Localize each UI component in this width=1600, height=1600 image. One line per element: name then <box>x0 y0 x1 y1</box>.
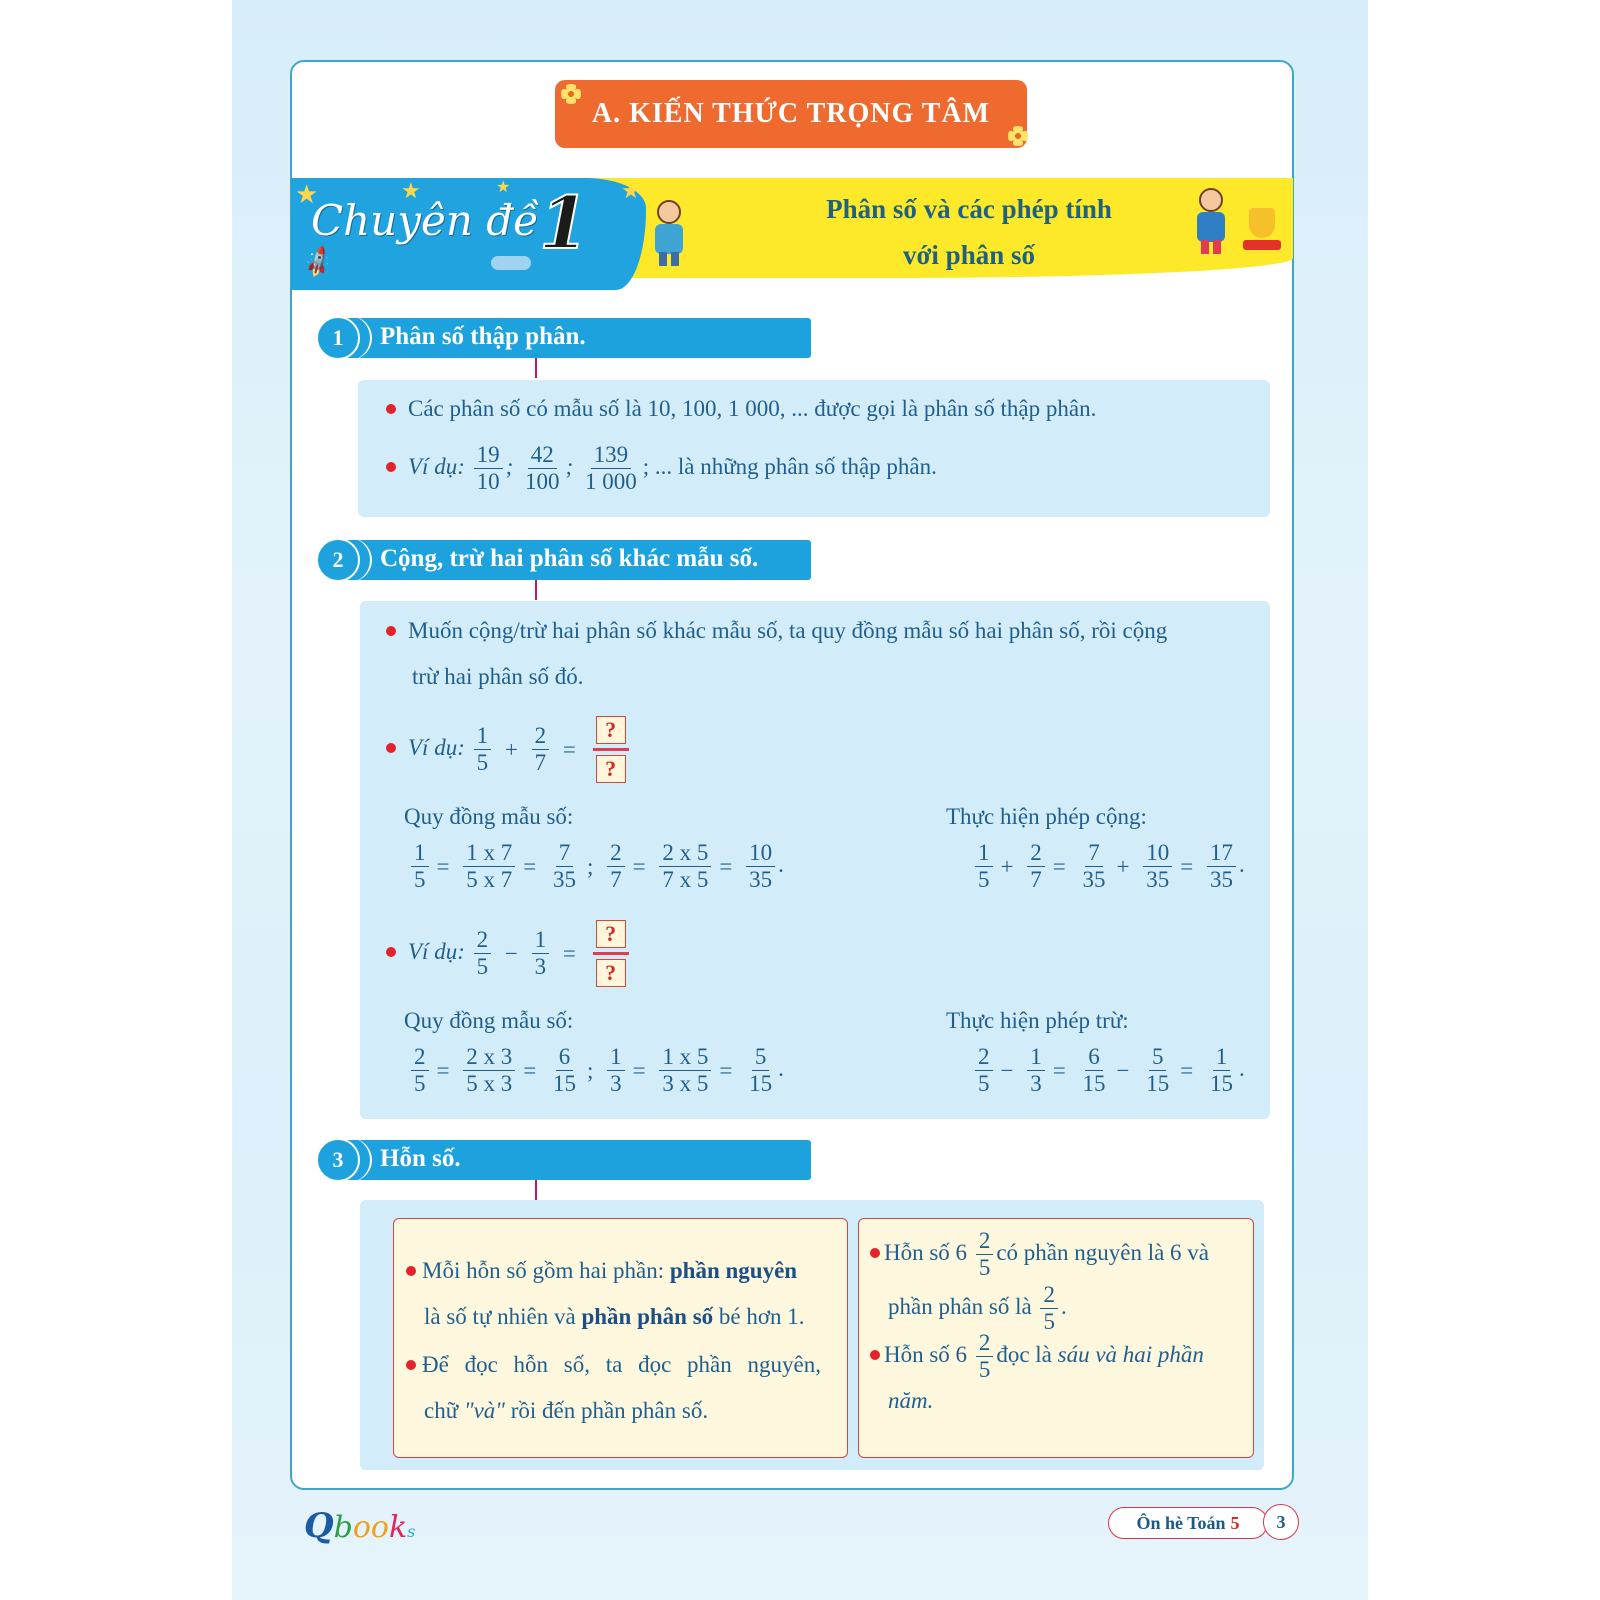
fraction: $\frac{2}{5}$ <box>411 1044 429 1098</box>
section-3-number: 3 <box>316 1138 360 1182</box>
bullet-icon <box>386 743 396 753</box>
fraction: $\frac{1}{5}$ <box>411 840 429 894</box>
section-1-number: 1 <box>316 316 360 360</box>
fraction: $\frac{6}{15}$ <box>552 1044 576 1097</box>
fraction: $\frac{2}{7}$ <box>1027 840 1045 894</box>
section-2-header <box>316 540 811 580</box>
star-icon: ★ <box>621 178 641 203</box>
section-2-rule-cont: trừ hai phân số đó. <box>412 664 584 689</box>
star-icon: ★ <box>401 178 421 203</box>
fraction: $\frac{1}{5}$ <box>474 723 492 777</box>
rocket-icon: 🚀 <box>300 244 337 281</box>
bullet-icon <box>386 947 396 957</box>
bullet-icon <box>406 1360 416 1370</box>
fraction: $\frac{2}{5}$ <box>976 1228 994 1282</box>
topic-title-line1: Phân số và các phép tính <box>826 194 1112 224</box>
flower-icon <box>1008 126 1028 146</box>
fraction: $\frac{19}{10}$ <box>474 442 503 496</box>
qbooks-logo: Qbooks <box>304 1506 416 1546</box>
example-line-2: phần phân số là $\frac{2}{5}$ . <box>888 1282 1067 1335</box>
fraction: $\frac{42}{100}$ <box>525 442 560 495</box>
fraction: $\frac{10}{35}$ <box>746 840 775 894</box>
example-line-4: năm. <box>888 1388 934 1413</box>
definition-line-1: Mỗi hỗn số gồm hai phần: phần nguyên <box>406 1258 797 1284</box>
definition-line-4: chữ "và" rồi đến phần phân số. <box>424 1398 709 1423</box>
example-line-3: Hỗn số 6 $\frac{2}{5}$ đọc là sáu và hai phần <box>870 1330 1204 1384</box>
section-3-title: Hỗn số. <box>380 1145 461 1172</box>
fraction: $\frac{2}{5}$ <box>976 1330 994 1384</box>
bullet-icon <box>386 404 396 414</box>
connector-line <box>535 1180 537 1200</box>
section-2-number: 2 <box>316 538 360 582</box>
subtraction-step: $\frac{2}{5}$ = $\frac{2 x 3}{5 x 3}$ = $\frac{6}{15}$ ; $\frac{1}{3}$ = $\frac{1 x 5}{3 x 5}$ = $\frac{5}{15}$ . <box>408 1044 784 1098</box>
bullet-icon <box>406 1266 416 1276</box>
section-2-rule: Muốn cộng/trừ hai phân số khác mẫu số, ta quy đồng mẫu số hai phân số, rồi cộng <box>386 618 1167 644</box>
plane-icon <box>491 256 531 270</box>
fraction: $\frac{7}{35}$ <box>1082 840 1106 893</box>
section-1-definition: Các phân số có mẫu số là 10, 100, 1 000, ... được gọi là phân số thập phân. <box>386 396 1096 422</box>
fraction: $\frac{2}{5}$ <box>1040 1282 1058 1336</box>
section-1-header <box>316 318 811 358</box>
bullet-icon <box>386 462 396 472</box>
topic-title <box>769 186 1169 278</box>
unknown-fraction: ? ? <box>593 920 629 987</box>
definition-line-2: là số tự nhiên và phần phân số bé hơn 1. <box>424 1304 805 1329</box>
boy-illustration <box>651 200 687 266</box>
book-title-badge: Ôn hè Toán 5 <box>1108 1507 1268 1539</box>
chuyen-de-label: Chuyên đề <box>311 196 539 245</box>
star-icon: ★ <box>295 180 319 209</box>
subtraction-step-label: Quy đồng mẫu số: <box>404 1008 574 1033</box>
fraction: $\frac{1}{3}$ <box>607 1044 625 1098</box>
fraction: $\frac{1}{3}$ <box>1027 1044 1045 1098</box>
fraction: $\frac{2}{7}$ <box>607 840 625 894</box>
fraction: $\frac{7}{35}$ <box>552 840 576 893</box>
addition-calc: $\frac{1}{5}$ + $\frac{2}{7}$ = $\frac{7}{35}$ + $\frac{10}{35}$ = $\frac{17}{35}$ . <box>972 840 1245 894</box>
section-3-header <box>316 1140 811 1180</box>
bullet-icon <box>386 626 396 636</box>
subtraction-calc-label: Thực hiện phép trừ: <box>946 1008 1129 1033</box>
banner-blue-wave <box>291 178 646 290</box>
addition-step: $\frac{1}{5}$ = $\frac{1 x 7}{5 x 7}$ = $\frac{7}{35}$ ; $\frac{2}{7}$ = $\frac{2 x 5}{7 x 5}$ = $\frac{10}{35}$ . <box>408 840 784 894</box>
page-number: 3 <box>1263 1504 1299 1540</box>
fraction: $\frac{1 x 7}{5 x 7}$ <box>463 840 515 894</box>
girl-illustration <box>1193 188 1229 254</box>
star-icon: ★ <box>496 179 511 196</box>
topic-banner <box>291 178 1293 290</box>
connector-line <box>535 358 537 378</box>
fraction: $\frac{2}{5}$ <box>975 1044 993 1098</box>
chuyen-de-number: 1 <box>539 180 590 265</box>
addition-example: Ví dụ: $\frac{1}{5}$ + $\frac{2}{7}$ = ? ? <box>386 716 629 783</box>
fraction: $\frac{2 x 5}{7 x 5}$ <box>659 840 711 894</box>
fraction: $\frac{6}{15}$ <box>1082 1044 1106 1097</box>
fraction: $\frac{139}{1 000}$ <box>584 442 637 495</box>
subtraction-calc: $\frac{2}{5}$ − $\frac{1}{3}$ = $\frac{6}{15}$ − $\frac{5}{15}$ = $\frac{1}{15}$ . <box>972 1044 1245 1098</box>
unknown-fraction: ? ? <box>593 716 629 783</box>
section-a-title: A. KIẾN THỨC TRỌNG TÂM <box>591 98 991 129</box>
fraction: $\frac{10}{35}$ <box>1143 840 1172 894</box>
fraction: $\frac{5}{15}$ <box>1146 1044 1170 1097</box>
example-line-1: Hỗn số 6 $\frac{2}{5}$ có phần nguyên là 6 và <box>870 1228 1209 1282</box>
fraction: $\frac{5}{15}$ <box>749 1044 773 1097</box>
fraction: $\frac{1 x 5}{3 x 5}$ <box>659 1044 711 1098</box>
section-a-header <box>555 80 1027 148</box>
trophy-icon <box>1249 208 1275 238</box>
addition-step-label: Quy đồng mẫu số: <box>404 804 574 829</box>
cart-icon <box>1243 240 1281 250</box>
flower-icon <box>561 84 581 104</box>
subtraction-example: Ví dụ: $\frac{2}{5}$ − $\frac{1}{3}$ = ? ? <box>386 920 629 987</box>
section-1-example: Ví dụ: $\frac{19}{10}$ ; $\frac{42}{100}$ ; $\frac{139}{1 000}$ ; ... là những phân số thập phân. <box>386 442 937 496</box>
bullet-icon <box>870 1248 880 1258</box>
addition-calc-label: Thực hiện phép cộng: <box>946 804 1147 829</box>
fraction: $\frac{1}{3}$ <box>532 927 550 981</box>
connector-line <box>535 580 537 600</box>
section-1-title: Phân số thập phân. <box>380 323 586 350</box>
definition-line-3: Để đọc hỗn số, ta đọc phần nguyên, <box>406 1352 821 1378</box>
bullet-icon <box>870 1350 880 1360</box>
fraction: $\frac{1}{5}$ <box>975 840 993 894</box>
fraction: $\frac{2 x 3}{5 x 3}$ <box>463 1044 515 1098</box>
fraction: $\frac{1}{15}$ <box>1209 1044 1233 1097</box>
fraction: $\frac{2}{7}$ <box>532 723 550 777</box>
fraction: $\frac{2}{5}$ <box>474 927 492 981</box>
fraction: $\frac{17}{35}$ <box>1207 840 1236 894</box>
topic-title-line2: với phân số <box>902 240 1035 270</box>
section-2-title: Cộng, trừ hai phân số khác mẫu số. <box>380 545 759 572</box>
